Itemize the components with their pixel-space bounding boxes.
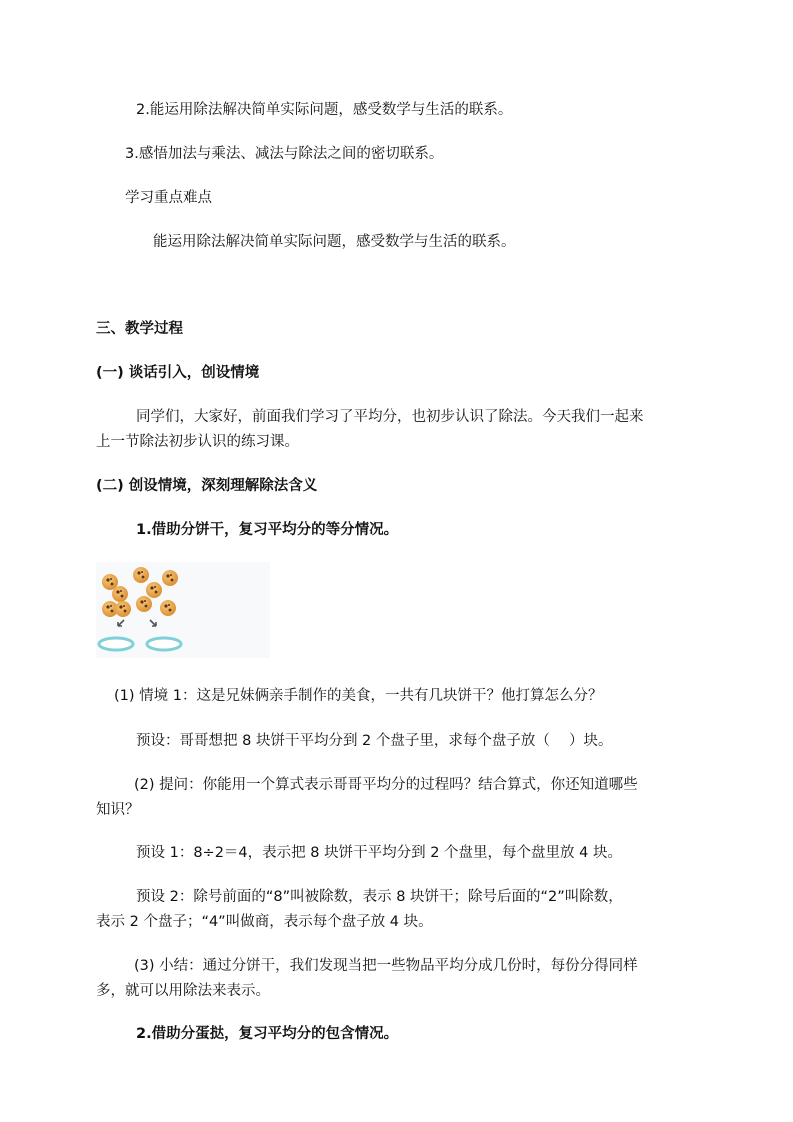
plate-left-icon — [99, 638, 133, 650]
summary-line-2: 多，就可以用除法来表示。 — [96, 983, 270, 999]
key-points-heading: 学习重点难点 — [125, 190, 212, 206]
preset-2-line-2: 表示 2 个盘子；“4”叫做商，表示每个盘子放 4 块。 — [96, 914, 433, 930]
key-points-text: 能运用除法解决简单实际问题，感受数学与生活的联系。 — [153, 234, 516, 250]
cookies-svg — [96, 562, 270, 658]
cookie-2-icon — [133, 567, 149, 583]
cookie-5-icon — [162, 570, 178, 586]
section-1-line-2: 上一节除法初步认识的练习课。 — [96, 434, 299, 450]
arrow-down-right-icon — [150, 620, 156, 626]
subsection-2-title: 2.借助分蛋挞，复习平均分的包含情况。 — [136, 1026, 399, 1042]
plate-right-icon — [147, 638, 181, 650]
teaching-process-heading: 三、教学过程 — [96, 321, 183, 337]
section-1-heading: (一) 谈话引入，创设情境 — [96, 365, 260, 381]
preset: 预设：哥哥想把 8 块饼干平均分到 2 个盘子里，求每个盘子放（ ）块。 — [136, 733, 613, 749]
cookie-3-icon — [112, 586, 128, 602]
cookie-8-icon — [160, 600, 176, 616]
preset-1: 预设 1：8÷2＝4，表示把 8 块饼干平均分到 2 个盘里，每个盘里放 4 块。 — [136, 845, 622, 861]
cookies-plates-illustration — [96, 562, 270, 658]
question-2-line-1: (2) 提问：你能用一个算式表示哥哥平均分的过程吗？结合算式，你还知道哪些 — [134, 777, 638, 793]
subsection-1-title: 1.借助分饼干，复习平均分的等分情况。 — [136, 522, 399, 538]
cookie-7-icon — [115, 601, 131, 617]
summary-line-1: (3) 小结：通过分饼干，我们发现当把一些物品平均分成几份时，每份分得同样 — [134, 958, 638, 974]
question-2-line-2: 知识？ — [96, 802, 140, 818]
cookie-4-icon — [146, 582, 162, 598]
section-1-line-1: 同学们，大家好，前面我们学习了平均分，也初步认识了除法。今天我们一起来 — [136, 409, 644, 425]
question-1: (1) 情境 1：这是兄妹俩亲手制作的美食，一共有几块饼干？他打算怎么分？ — [114, 688, 603, 704]
objective-3: 3.感悟加法与乘法、减法与除法之间的密切联系。 — [125, 146, 444, 162]
preset-2-line-1: 预设 2：除号前面的“8”叫被除数，表示 8 块饼干；除号后面的“2”叫除数， — [136, 889, 623, 905]
cookie-9-icon — [136, 596, 152, 612]
arrow-down-left-icon — [118, 620, 124, 626]
objective-2: 2.能运用除法解决简单实际问题，感受数学与生活的联系。 — [136, 102, 513, 118]
section-2-heading: (二) 创设情境，深刻理解除法含义 — [96, 478, 318, 494]
